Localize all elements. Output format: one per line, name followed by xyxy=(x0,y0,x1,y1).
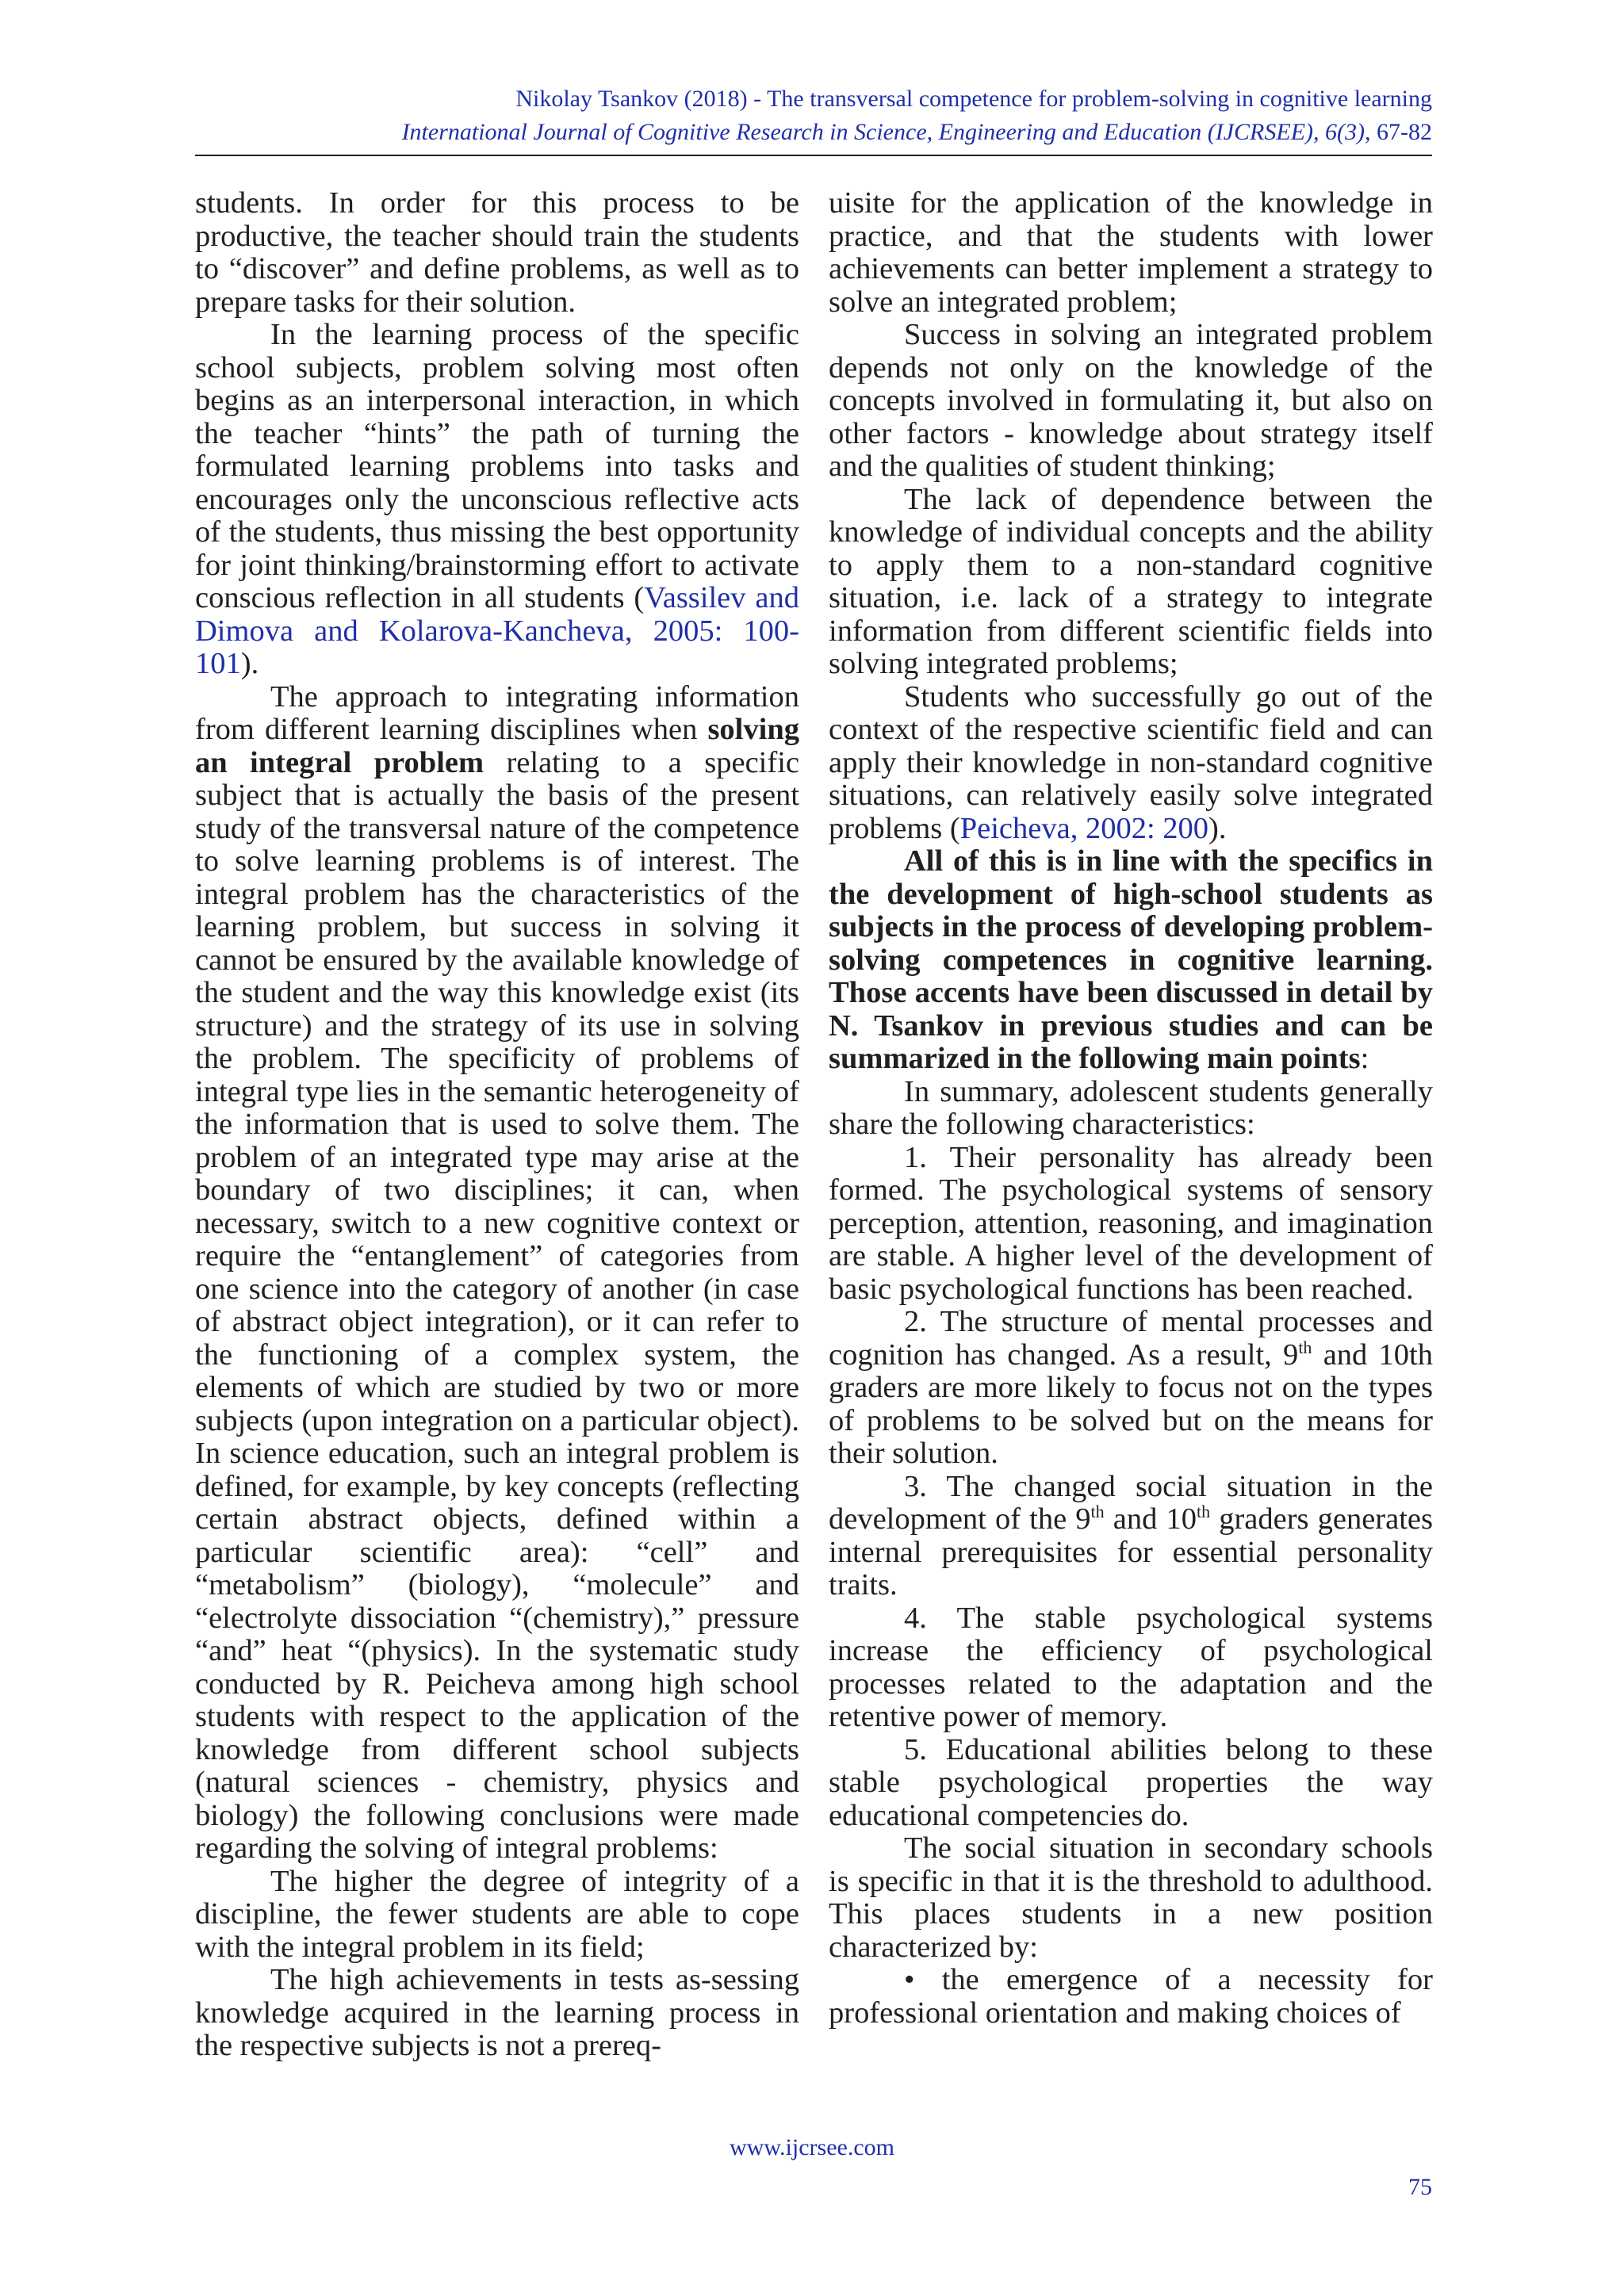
header-journal: International Journal of Cognitive Research in Science, Engineering and Education (IJCRSEE), 6(3), xyxy=(401,119,1371,145)
right-paragraph-1: uisite for the application of the knowledge in practice, and that the students with lower achievements can better implement a strategy to solve an integrated problem; xyxy=(829,186,1433,319)
list-item-4: 4. The stable psychological systems increase the efficiency of psychological processes related to the adaptation and the retentive power of memory. xyxy=(829,1601,1433,1733)
right-paragraph-3: The lack of dependence between the knowledge of individual concepts and the ability to apply them to a non-standard cognitive situation, i.e. lack of a strategy to integrate information from different scientific fields into solving integrated problems; xyxy=(829,482,1433,680)
right-paragraph-4-text: Students who successfully go out of the context of the respective scientific field and can apply their knowledge in non-standard cognitive situations, can relatively easily solve integrated problems ( xyxy=(829,679,1433,845)
right-paragraph-4-end: ). xyxy=(1208,811,1227,845)
list-item-3 xyxy=(829,1471,1433,1602)
list-item-2-sup: th xyxy=(1298,1337,1312,1357)
right-paragraph-5 xyxy=(829,845,1433,1076)
list-item-3-a: 3. The changed social situation in the development of the 9 xyxy=(829,1469,1433,1536)
right-paragraph-5-bold: All of this is in line with the specifics in the development of high-school students as subjects in the process of developing problem-solving competences in cognitive learning. Those accents have been discussed in detail by N. Tsankov in previous studies and can be summarized in the following main points xyxy=(829,844,1433,1075)
citation-link-vassilev[interactable]: Vassilev and Dimova and Kolarova-Kancheva, 2005: 100-101 xyxy=(195,581,799,680)
header-pages: 67-82 xyxy=(1377,119,1432,145)
list-item-5: 5. Educational abilities belong to these stable psychological properties the way educational competencies do. xyxy=(829,1732,1433,1832)
left-paragraph-3 xyxy=(195,681,799,1866)
list-item-2-a: 2. The structure of mental processes and cognition has changed. As a result, 9 xyxy=(829,1305,1433,1372)
list-item-3-b: and 10 xyxy=(1104,1502,1197,1536)
left-paragraph-2-text: In the learning process of the specific school subjects, problem solving most often begins as an interpersonal interaction, in which the teacher “hints” the path of turning the formulated learning problems into tasks and encourages only the unconscious reflective acts of the students, thus missing the best opportunity for joint thinking/brainstorming effort to activate conscious reflection in all students ( xyxy=(195,318,799,614)
list-item-1: 1. Their personality has already been formed. The psychological systems of sensory perception, attention, reasoning, and imagination are stable. A higher level of the development of basic psychological functions has been reached. xyxy=(829,1140,1433,1306)
running-header xyxy=(195,82,1432,149)
list-item-3-sup2: th xyxy=(1196,1502,1211,1521)
left-paragraph-2-end: ). xyxy=(240,647,259,680)
left-paragraph-2 xyxy=(195,319,799,681)
header-author-title: Nikolay Tsankov (2018) - The transversal competence for problem-solving in cognitive learning xyxy=(515,86,1432,112)
left-paragraph-4: The higher the degree of integrity of a discipline, the fewer students are able to cope with the integral problem in its field; xyxy=(195,1864,799,1964)
bullet-item-1: • the emergence of a necessity for professional orientation and making choices of xyxy=(829,1963,1433,2030)
left-paragraph-3-a: The approach to integrating information from different learning disciplines when xyxy=(195,679,799,746)
left-column xyxy=(195,187,799,2063)
list-item-3-c: graders generates internal prerequisites for essential personality traits. xyxy=(829,1502,1433,1601)
right-paragraph-5-end: : xyxy=(1360,1042,1369,1075)
left-paragraph-5: The high achievements in tests as-sessing knowledge acquired in the learning process in the respective subjects is not a prereq- xyxy=(195,1963,799,2062)
page-number: 75 xyxy=(1408,2174,1432,2200)
right-paragraph-7: The social situation in secondary schools is specific in that it is the threshold to adulthood. This places students in a new position characterized by: xyxy=(829,1831,1433,1964)
right-column xyxy=(829,187,1433,2030)
left-paragraph-3-b: relating to a specific subject that is actually the basis of the present study of the transversal nature of the competence to solve learning problems is of interest. The integral problem has the characteristics of the learning problem, but success in solving it cannot be ensured by the available knowledge of the student and the way this knowledge exist (its structure) and the strategy of its use in solving the problem. The specificity of problems of integral type lies in the semantic heterogeneity of the information that is used to solve them. The problem of an integrated type may arise at the boundary of two disciplines; it can, when necessary, switch to a new cognitive context or require the “entanglement” of categories from one science into the category of another (in case of abstract object integration), or it can refer to the functioning of a complex system, the elements of which are studied by two or more subjects (upon integration on a particular object). In science education, such an integral problem is defined, for example, by key concepts (reflecting certain abstract objects, defined within a particular scientific area): “cell” and “metabolism” (biology), “molecule” and “electrolyte dissociation “(chemistry),” pressure “and” heat “(physics). In the systematic study conducted by R. Peicheva among high school students with respect to the application of the knowledge from different school subjects (natural sciences - chemistry, physics and biology) the following conclusions were made regarding the solving of integral problems: xyxy=(195,745,799,1865)
list-item-2 xyxy=(829,1306,1433,1471)
left-paragraph-3-bold: solving an integral problem xyxy=(195,713,799,779)
right-paragraph-4 xyxy=(829,681,1433,846)
citation-link-peicheva[interactable]: Peicheva, 2002: 200 xyxy=(959,811,1209,845)
header-journal-line xyxy=(195,116,1432,149)
header-rule xyxy=(195,155,1432,156)
right-paragraph-2: Success in solving an integrated problem depends not only on the knowledge of the concepts involved in formulating it, but also on other factors - knowledge about strategy itself and the qualities of student thinking; xyxy=(829,318,1433,483)
footer-url-link[interactable]: www.ijcrsee.com xyxy=(730,2134,894,2160)
left-paragraph-1: students. In order for this process to be productive, the teacher should train the students to “discover” and define problems, as well as to prepare tasks for their solution. xyxy=(195,186,799,319)
list-item-2-b: and 10th graders are more likely to focus not on the types of problems to be solved but on the means for their solution. xyxy=(829,1337,1433,1470)
right-paragraph-6: In summary, adolescent students generally share the following characteristics: xyxy=(829,1074,1433,1141)
list-item-3-sup1: th xyxy=(1090,1502,1105,1521)
